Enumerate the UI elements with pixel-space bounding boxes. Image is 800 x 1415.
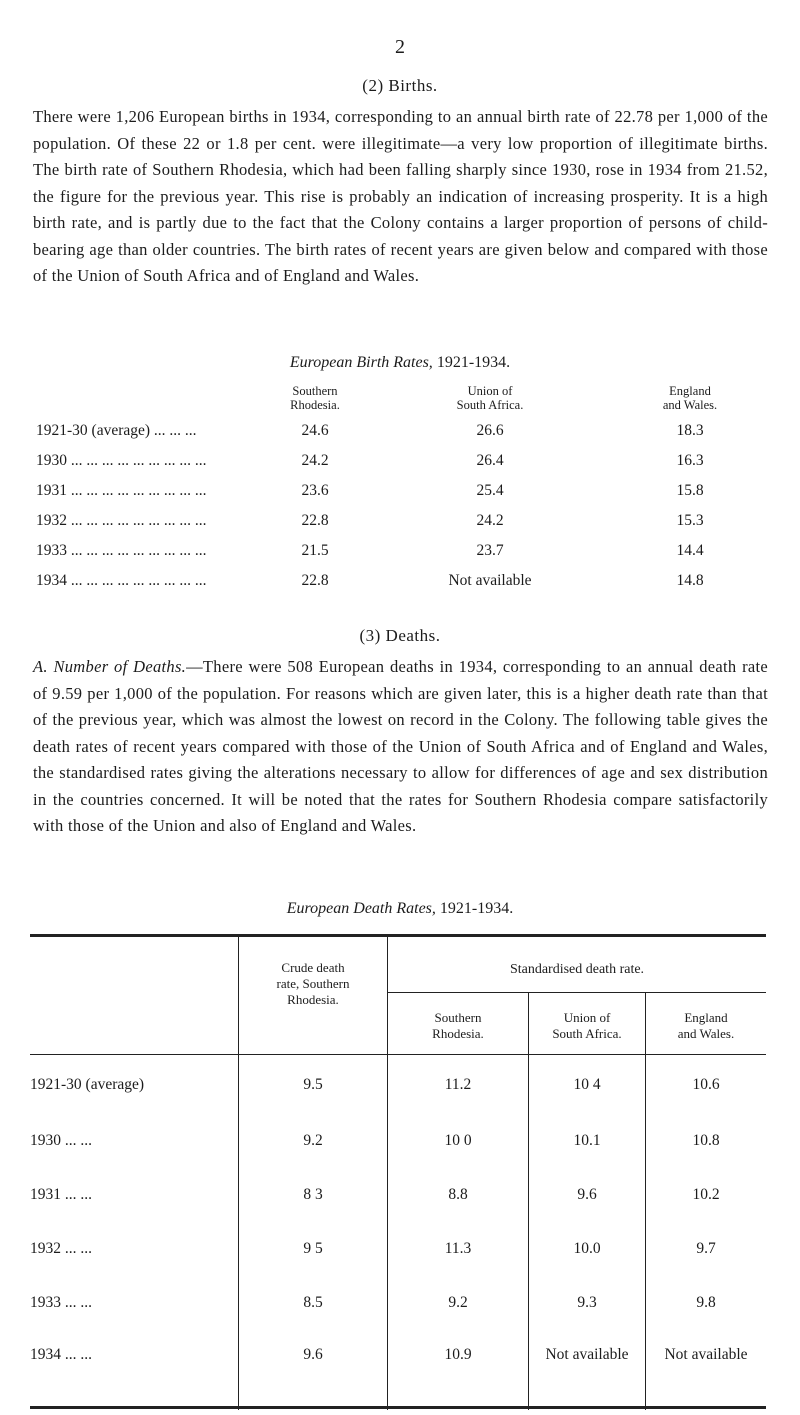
deaths-paragraph (33, 654, 768, 840)
table-row: 1931 ... ... ... ... ... ... ... ... ... 23.6 25.4 15.8 (36, 482, 704, 499)
table-row: 1933 ... ... ... ... ... ... ... ... ... 21.5 23.7 14.4 (36, 542, 704, 559)
death-table-caption-italic: European Death Rates, (286, 900, 436, 917)
deaths-paragraph-body: —There were 508 European deaths in 1934, corresponding to an annual death rate of 9.59 per 1,000 of the population. For reasons which are given later, this is a higher death rate than that of the previous year, which was almost the lowest on record in the Colony. The following table gives the death rates of recent years compared with those of the Union of South Africa and of England and Wales, the standardised rates giving the alterations necessary to allow for differences of age and sex distribution in the countries concerned. It will be noted that the rates for Southern Rhodesia compare satisfactorily with those of the Union and also of England and Wales. (33, 657, 768, 835)
death-table-caption (0, 900, 800, 918)
birth-table-caption-years: 1921-1934. (436, 354, 511, 371)
birth-col-england-wales: England and Wales. (662, 384, 718, 412)
birth-table-caption-italic: European Birth Rates, (289, 354, 433, 371)
column-divider (387, 937, 388, 1410)
death-col-standardised: Standardised death rate. (509, 962, 645, 977)
deaths-paragraph-lead: A. Number of Deaths. (33, 657, 187, 676)
birth-col-southern-rhodesia: Southern Rhodesia. (290, 384, 340, 412)
table-bottom-rule (30, 1406, 766, 1409)
table-row: 1932 ... ... ... ... ... ... ... ... ... 22.8 24.2 15.3 (36, 512, 704, 529)
table-top-rule (30, 934, 766, 937)
table-row: 1934 ... ... ... ... ... ... ... ... ... 22.8 Not available 14.8 (36, 572, 704, 589)
column-divider (238, 937, 239, 1410)
table-row: 1921-30 (average) ... ... ... 24.6 26.6 18.3 (36, 422, 704, 439)
birth-col-union-south-africa: Union of South Africa. (456, 384, 524, 412)
table-row: 1930 ... ... ... ... ... ... ... ... ... 24.2 26.4 16.3 (36, 452, 704, 469)
birth-table-caption (0, 354, 800, 372)
death-col-england-wales: England and Wales. (677, 1010, 735, 1041)
death-col-southern-rhodesia: Southern Rhodesia. (432, 1010, 484, 1041)
standardised-rule (388, 992, 766, 993)
births-paragraph: There were 1,206 European births in 1934, corresponding to an annual birth rate of 22.78 per 1,000 of the population. Of these 22 or 1.8 per cent. were illegitimate—a very low proportion of illegitimate births. The birth rate of Southern Rhodesia, which had been falling sharply since 1930, rose in 1934 from 21.52, the figure for the previous year. This rise is probably an indication of increasing prosperity. It is a high birth rate, and is partly due to the fact that the Colony contains a larger proportion of persons of child-bearing age than older countries. The birth rates of recent years are given below and compared with those of the Union of South Africa and of England and Wales. (33, 107, 768, 285)
death-table-caption-years: 1921-1934. (439, 900, 514, 917)
page-number: 2 (395, 36, 405, 58)
births-heading: (2) Births. (362, 76, 438, 95)
death-col-union-south-africa: Union of South Africa. (552, 1010, 622, 1041)
header-rule (30, 1054, 766, 1055)
death-col-crude-rate: Crude death rate, Southern Rhodesia. (276, 960, 350, 1007)
deaths-heading: (3) Deaths. (359, 626, 441, 645)
